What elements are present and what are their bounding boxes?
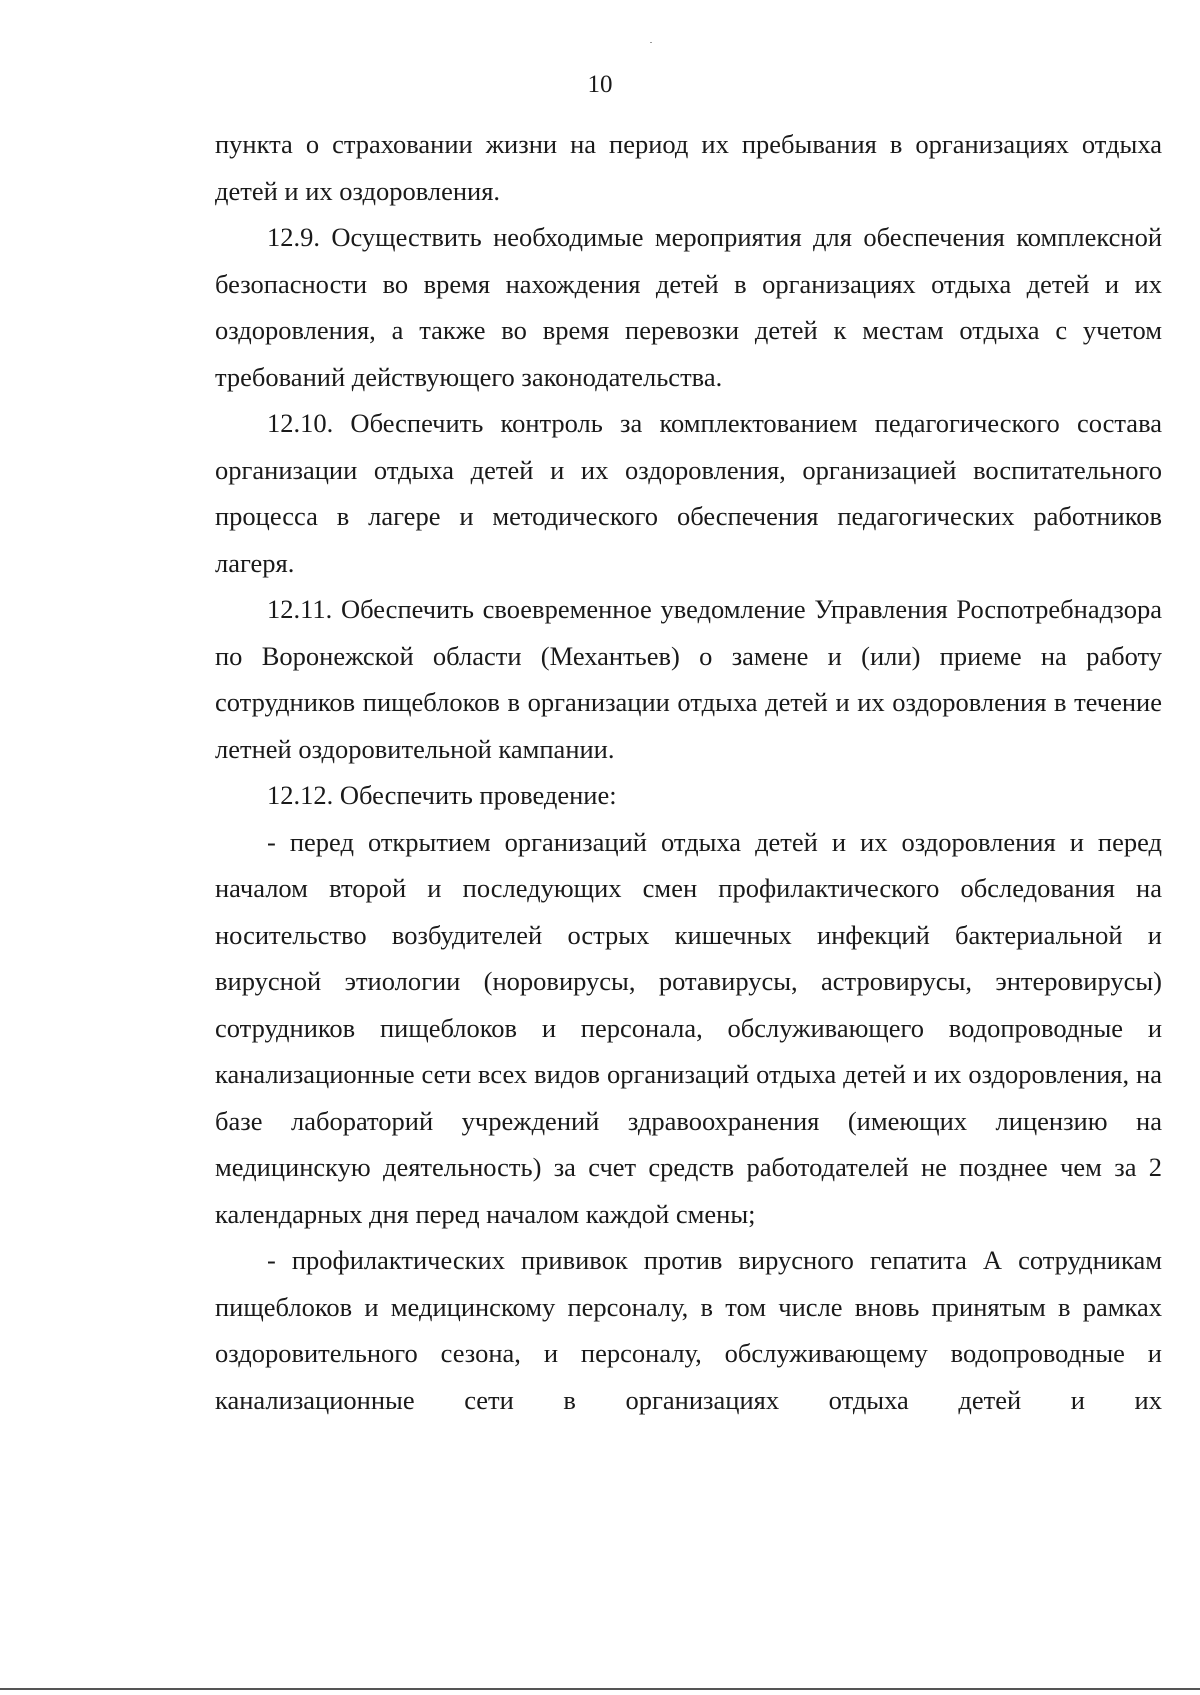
list-item-vaccination: - профилактических прививок против вирусного гепатита А сотрудникам пищеблоков и медицинскому персоналу, в том числе вновь принятым в рамках оздоровительного сезона, и персоналу, обслуживающему водопроводные и канализационные сети в организациях отдыха детей и их <box>215 1245 1162 1415</box>
document-body <box>215 121 1162 1423</box>
paragraph-12-11: 12.11. Обеспечить своевременное уведомление Управления Роспотребнадзора по Воронежской области (Механтьев) о замене и (или) приеме на работу сотрудников пищеблоков в организации отдыха детей и их оздоровления в течение летней оздоровительной кампании. <box>215 594 1162 764</box>
page-bottom-edge <box>0 1688 1200 1690</box>
page-number: 10 <box>587 71 613 98</box>
paragraph-continuation: пункта о страховании жизни на период их пребывания в организациях отдыха детей и их оздоровления. <box>215 129 1162 206</box>
paragraph-12-12: 12.12. Обеспечить проведение: <box>267 780 617 810</box>
scan-speck <box>650 42 652 43</box>
paragraph-12-9: 12.9. Осуществить необходимые мероприятия для обеспечения комплексной безопасности во время нахождения детей в организациях отдыха детей и их оздоровления, а также во время перевозки детей к местам отдыха с учетом требований действующего законодательства. <box>215 222 1162 392</box>
list-item-screening: - перед открытием организаций отдыха детей и их оздоровления и перед началом второй и последующих смен профилактического обследования на носительство возбудителей острых кишечных инфекций бактериальной и вирусной этиологии (норовирусы, ротавирусы, астровирусы, энтеровирусы) сотрудников пищеблоков и персонала, обслуживающего водопроводные и канализационные сети всех видов организаций отдыха детей и их оздоровления, на базе лабораторий учреждений здравоохранения (имеющих лицензию на медицинскую деятельность) за счет средств работодателей не позднее чем за 2 календарных дня перед началом каждой смены; <box>215 826 1162 1229</box>
paragraph-12-10: 12.10. Обеспечить контроль за комплектованием педагогического состава организации отдыха детей и их оздоровления, организацией воспитательного процесса в лагере и методического обеспечения педагогических работников лагеря. <box>215 408 1162 578</box>
